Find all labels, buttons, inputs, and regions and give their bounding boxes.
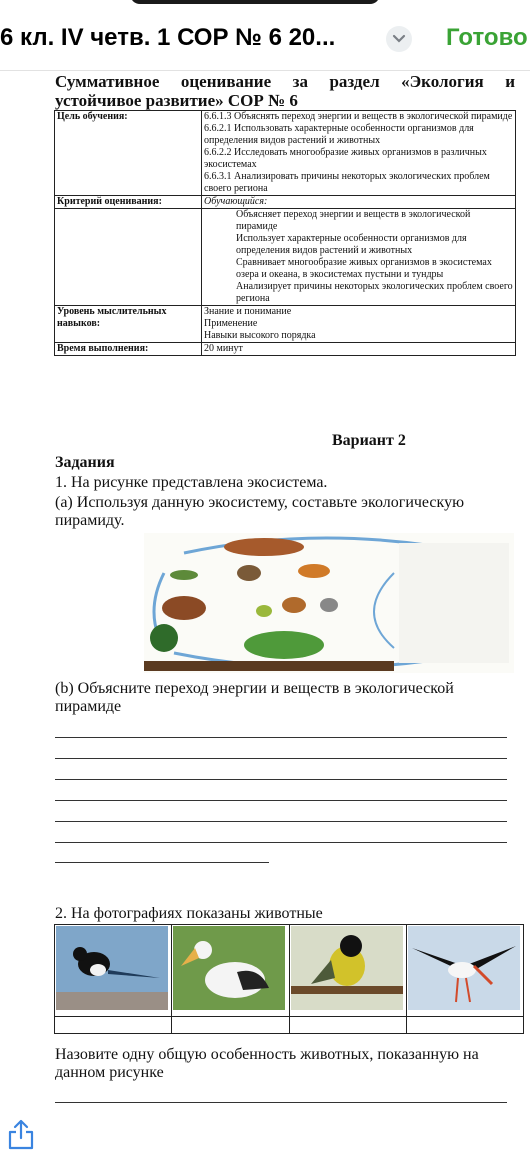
photos-table [54, 924, 524, 1034]
row-value [202, 196, 516, 209]
share-icon[interactable] [6, 1118, 36, 1150]
skill-line: Знание и понимание [204, 306, 292, 317]
table-row [55, 209, 516, 306]
answer-line[interactable] [55, 862, 269, 863]
top-bar [0, 0, 530, 71]
variant-label: Вариант 2 [332, 432, 406, 449]
criteria-intro: Обучающийся: [204, 196, 268, 207]
photo-cell [172, 925, 289, 1017]
photo-cell [406, 925, 523, 1017]
row-value [202, 209, 516, 306]
row-value: 20 минут [202, 343, 516, 356]
task-1b: (b) Объясните переход энергии и веществ в экологической пирамиде [55, 680, 454, 715]
skill-line: Применение [204, 318, 258, 329]
answer-cell[interactable] [406, 1017, 523, 1034]
objective-line: 6.6.2.1 Использовать характерные особенности организмов для определения видов растений и животных [204, 123, 474, 146]
magpie-photo [56, 926, 168, 1010]
answer-line[interactable] [55, 800, 507, 801]
photo-cell [289, 925, 406, 1017]
ecosystem-diagram [144, 533, 514, 673]
task-1: 1. На рисунке представлена экосистема. [55, 474, 328, 491]
photos-row [55, 925, 524, 1017]
great-tit-photo [291, 926, 403, 1010]
answer-cell[interactable] [289, 1017, 406, 1034]
answer-line[interactable] [55, 1102, 507, 1103]
tasks-heading: Задания [55, 454, 115, 471]
pelican-photo [173, 926, 285, 1010]
device-notch [130, 0, 380, 4]
chevron-down-icon [392, 34, 406, 44]
answer-line[interactable] [55, 758, 507, 759]
table-row [55, 306, 516, 343]
row-label: Цель обучения: [55, 111, 202, 196]
criteria-line: Использует характерные особенности организмов для определения видов растений и животных [236, 233, 467, 256]
document-heading: Суммативное оценивание за раздел «Экология и устойчивое развитие» СОР № 6 [55, 72, 515, 110]
answer-line[interactable] [55, 737, 507, 738]
skill-line: Навыки высокого порядка [204, 330, 316, 341]
title-menu-button[interactable] [386, 26, 412, 52]
table-row [55, 111, 516, 196]
task-2-question: Назовите одну общую особенность животных, показанную на данном рисунке [55, 1046, 479, 1081]
document-title: 6 кл. IV четв. 1 СОР № 6 20... [0, 24, 336, 51]
table-row [55, 343, 516, 356]
photo-cell [55, 925, 172, 1017]
objective-line: 6.6.2.2 Исследовать многообразие живых организмов в различных экосистемах [204, 147, 487, 170]
criteria-line: Сравнивает многообразие живых организмов в экосистемах озера и океана, в экосистемах пустыни и тундры [236, 257, 492, 280]
answer-cell[interactable] [55, 1017, 172, 1034]
criteria-line: Объясняет переход энергии и веществ в экологической пирамиде [236, 209, 471, 232]
row-label: Критерий оценивания: [55, 196, 202, 209]
answer-line[interactable] [55, 779, 507, 780]
answer-cell[interactable] [172, 1017, 289, 1034]
objective-line: 6.6.1.3 Объяснять переход энергии и веществ в экологической пирамиде [204, 111, 513, 122]
row-value [202, 306, 516, 343]
done-button[interactable]: Готово [446, 24, 528, 51]
table-row [55, 196, 516, 209]
criteria-line: Анализирует причины некоторых экологических проблем своего региона [236, 281, 513, 304]
stork-photo [408, 926, 520, 1010]
objective-line: 6.6.3.1 Анализировать причины некоторых экологических проблем своего региона [204, 171, 490, 194]
task-2: 2. На фотографиях показаны животные [55, 905, 323, 922]
row-value [202, 111, 516, 196]
row-label: Уровень мыслительных навыков: [55, 306, 202, 343]
info-table [54, 110, 516, 356]
photos-answer-row [55, 1017, 524, 1034]
answer-line[interactable] [55, 821, 507, 822]
task-1a: (a) Используя данную экосистему, составьте экологическую пирамиду. [55, 494, 465, 529]
row-label [55, 209, 202, 306]
answer-line[interactable] [55, 842, 507, 843]
row-label: Время выполнения: [55, 343, 202, 356]
